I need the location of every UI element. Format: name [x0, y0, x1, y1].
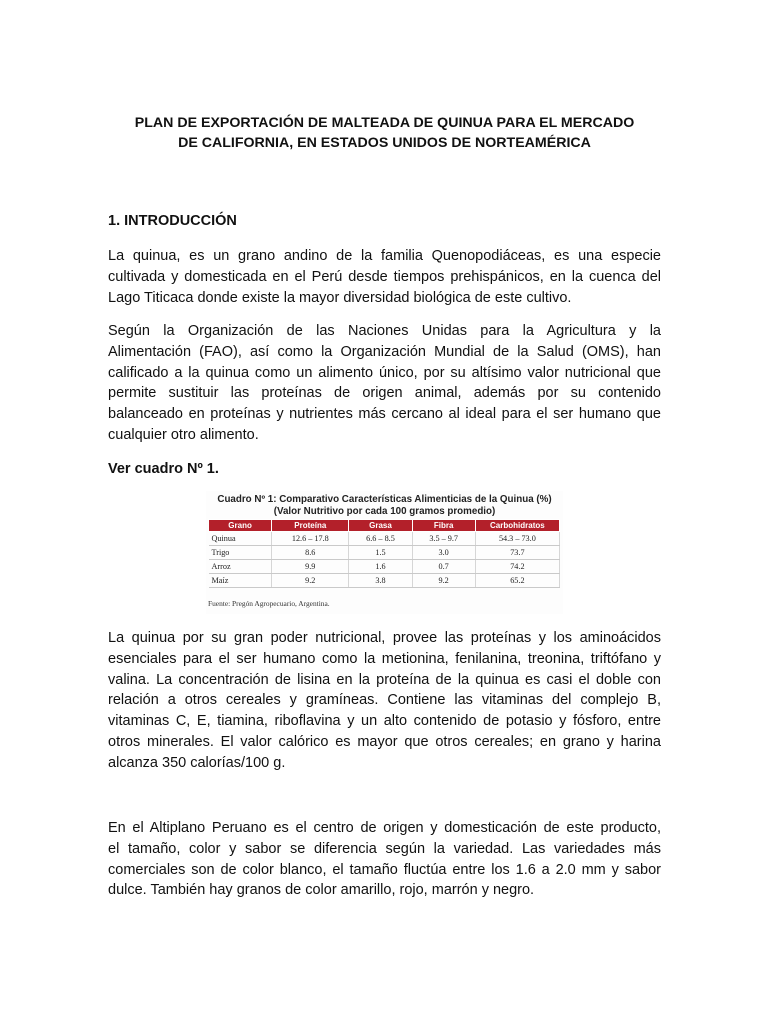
table-cell: Arroz	[209, 560, 272, 574]
table-cell: 74.2	[475, 560, 559, 574]
paragraph-line: permite sustituir las proteínas de origen animal, además por su contenido	[108, 385, 661, 402]
paragraph-line: cualquier otro alimento.	[108, 426, 259, 443]
paragraph-2	[108, 321, 661, 446]
paragraph-line: Alimentación (FAO), así como la Organización Mundial de la Salud (OMS), han	[108, 343, 661, 360]
paragraph-line: valina. La concentración de lisina en la proteína de la quinua es casi el doble con	[108, 671, 661, 688]
table-source: Fuente: Pregón Agropecuario, Argentina.	[208, 599, 330, 608]
paragraph-line: Lago Titicaca donde existe la mayor diversidad biológica de este cultivo.	[108, 289, 572, 306]
paragraph-line: Según la Organización de las Naciones Unidas para la Agricultura y la	[108, 323, 661, 339]
table-cell: 9.2	[272, 574, 349, 588]
table-cell: Maíz	[209, 574, 272, 588]
paragraph-line: calificado a la quinua como un alimento único, por su altísimo valor nutricional que	[108, 364, 661, 381]
column-header: Carbohidratos	[475, 520, 559, 532]
paragraph-line: balanceado en proteínas y nutrientes más cercano al ideal para el ser humano que	[108, 406, 661, 423]
paragraph-line: La quinua por su gran poder nutricional, provee las proteínas y los aminoácidos	[108, 630, 661, 646]
table-row	[209, 560, 560, 574]
paragraph-line: dulce. También hay granos de color amarillo, rojo, marrón y negro.	[108, 882, 535, 899]
column-header: Proteína	[272, 520, 349, 532]
paragraph-line: En el Altiplano Peruano es el centro de origen y domesticación de este producto,	[108, 820, 661, 836]
table-cell: 9.9	[272, 560, 349, 574]
table-cell: 1.6	[349, 560, 412, 574]
paragraph-line: el tamaño, color y sabor se diferencia según la variedad. Las variedades más	[108, 840, 661, 857]
table-cell: 54.3 – 73.0	[475, 532, 559, 546]
table-row	[209, 532, 560, 546]
paragraph-1	[108, 246, 661, 308]
table-cell: 0.7	[412, 560, 475, 574]
title-line-1: PLAN DE EXPORTACIÓN DE MALTEADA DE QUINUA PARA EL MERCADO	[134, 115, 635, 131]
nutrition-table	[208, 519, 560, 588]
paragraph-line: vitaminas C, E, tiamina, riboflavina y un alto contenido de potasio y fósforo, entre	[108, 713, 661, 730]
table-cell: 12.6 – 17.8	[272, 532, 349, 546]
table-cell: 1.5	[349, 546, 412, 560]
title-line-2: DE CALIFORNIA, EN ESTADOS UNIDOS DE NORTEAMÉRICA	[178, 135, 591, 151]
table-row	[209, 574, 560, 588]
table-cell: 73.7	[475, 546, 559, 560]
paragraph-line: relación a otros cereales y gramíneas. Contiene las vitaminas del complejo B,	[108, 692, 661, 709]
paragraph-line: La quinua, es un grano andino de la familia Quenopodiáceas, es una especie	[108, 248, 661, 264]
paragraph-line: comerciales son de color blanco, el tamaño fluctúa entre los 1.6 a 2.0 mm y sabor	[108, 861, 661, 878]
document-title	[108, 113, 661, 153]
table-row	[209, 546, 560, 560]
table-header-row	[209, 520, 560, 532]
table-cell: Trigo	[209, 546, 272, 560]
column-header: Grasa	[349, 520, 412, 532]
table-cell: 3.0	[412, 546, 475, 560]
table-reference: Ver cuadro Nº 1.	[108, 461, 219, 477]
paragraph-line: otros minerales. El valor calórico es mayor que otros cereales; en grano y harina	[108, 733, 661, 750]
table-cell: 9.2	[412, 574, 475, 588]
table-caption	[206, 494, 563, 518]
table-cell: 6.6 – 8.5	[349, 532, 412, 546]
paragraph-3	[108, 628, 661, 774]
nutrition-table-figure	[206, 491, 563, 614]
section-heading: 1. INTRODUCCIÓN	[108, 213, 237, 229]
column-header: Grano	[209, 520, 272, 532]
paragraph-line: esenciales para el ser humano como la metionina, fenilanina, treonina, triftófano y	[108, 650, 661, 667]
paragraph-4	[108, 818, 661, 901]
paragraph-line: alcanza 350 calorías/100 g.	[108, 754, 286, 771]
table-cell: 3.8	[349, 574, 412, 588]
table-cell: 8.6	[272, 546, 349, 560]
paragraph-line: cultivada y domesticada en el Perú desde tiempos prehispánicos, en la cuenca del	[108, 268, 661, 285]
table-caption-line-2: (Valor Nutritivo por cada 100 gramos promedio)	[273, 506, 496, 517]
column-header: Fibra	[412, 520, 475, 532]
table-cell: Quinua	[209, 532, 272, 546]
table-cell: 3.5 – 9.7	[412, 532, 475, 546]
table-caption-line-1: Cuadro Nº 1: Comparativo Características Alimenticias de la Quinua (%)	[217, 494, 552, 505]
table-cell: 65.2	[475, 574, 559, 588]
